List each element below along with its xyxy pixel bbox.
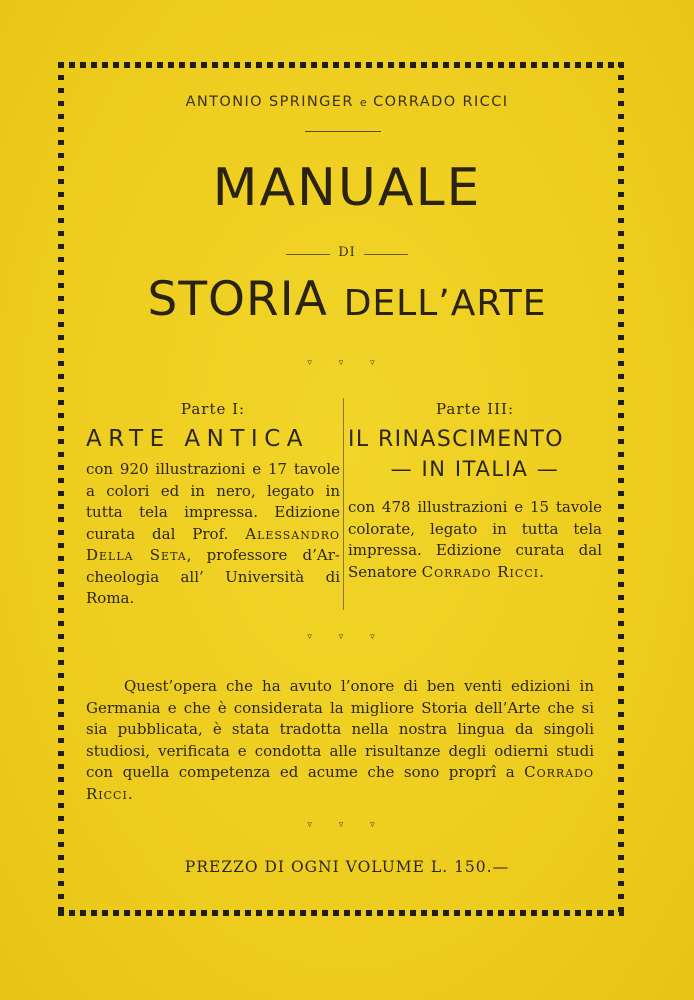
parte-3-desc-a: con 478 illustrazioni e 15 tavole colorate, legato in tutta tela impressa. Edizione curata dal Senatore (348, 498, 602, 581)
price-line: PREZZO DI OGNI VOLUME L. 150.— (184, 858, 510, 876)
parte-1-desc-b: , professore d’Archeologia all’ Università di Roma. (86, 546, 340, 607)
parte-1-desc-a: con 920 illustrazioni e 17 tavole a colori ed in nero, legato in tutta tela impressa. Edizione curata dal Prof. (86, 460, 340, 543)
parte-3-description (348, 497, 602, 583)
ornament-1: ▿ ▿ ▿ (307, 358, 387, 368)
parte-1-label: Parte I: (180, 400, 246, 418)
ornament-2: ▿ ▿ ▿ (307, 632, 387, 642)
parte-3-label: Parte III: (435, 400, 515, 418)
title-storia: STORIA (147, 272, 328, 327)
parte-3-subheading: — IN ITALIA — (390, 457, 560, 481)
frame-bottom-edge (58, 910, 624, 916)
title-dell-arte: DELL’ARTE (343, 283, 547, 324)
title-storia-dell-arte (0, 272, 694, 327)
title-manuale: MANUALE (212, 158, 482, 218)
title-di: DI (338, 245, 356, 260)
column-divider (343, 398, 344, 610)
paragraph-name: Corrado Ricci (86, 763, 594, 803)
authors-line (0, 94, 694, 110)
parte-3-column (348, 399, 602, 583)
divider-rule (305, 131, 381, 132)
ornament-3: ▿ ▿ ▿ (307, 820, 387, 830)
parte-3-editor-name: Corrado Ricci (421, 562, 540, 581)
paragraph-text: Quest’opera che ha avuto l’onore di ben venti edizioni in Germania e che è considerata la migliore Storia dell’Arte che si sia pubblicata, è stata tradotta nella nostra lingua da singoli studiosi, verificata e condotta alle risultanze degli odierni studi con quella competenza ed acume che sono proprî a (86, 677, 594, 782)
paragraph-end: . (127, 784, 133, 803)
description-paragraph (86, 676, 594, 806)
parte-3-heading: IL RINASCIMENTO (348, 427, 564, 452)
author-springer: ANTONIO SPRINGER (185, 94, 354, 110)
author-ricci: CORRADO RICCI (373, 94, 509, 110)
parte-1-column (86, 399, 340, 610)
parte-1-heading: ARTE ANTICA (86, 426, 309, 452)
di-right-rule (364, 254, 408, 255)
parte-1-editor-name: Alessandro Della Seta (86, 524, 340, 564)
parte-1-description (86, 459, 340, 610)
frame-top-edge (58, 62, 624, 68)
authors-conjunction: e (359, 96, 368, 109)
parte-3-desc-b: . (539, 562, 544, 581)
